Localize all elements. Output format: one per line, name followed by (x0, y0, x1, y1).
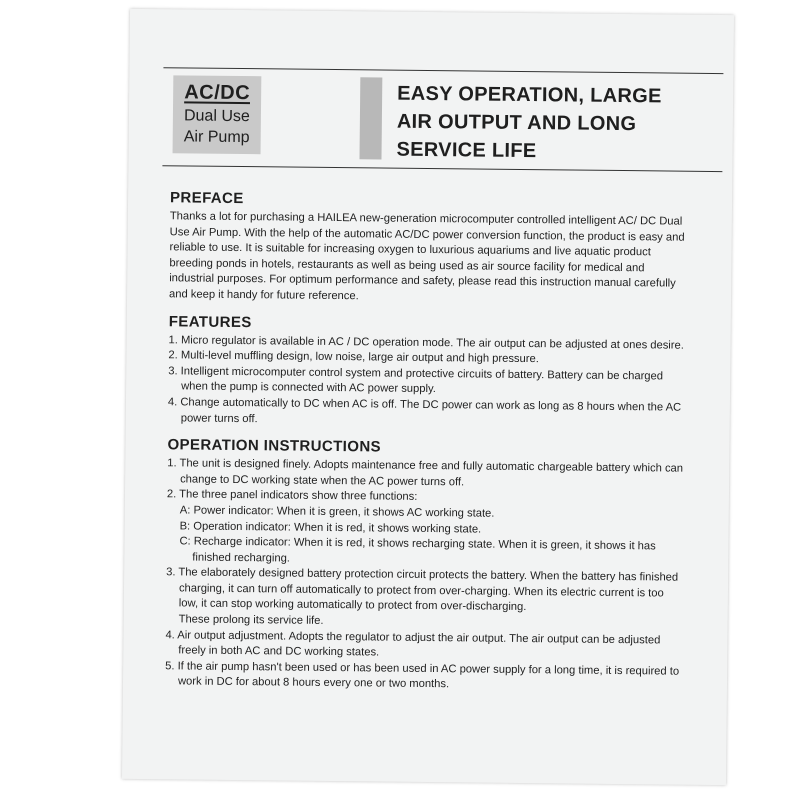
indicator-a: A: Power indicator: When it is green, it shows AC working state. (179, 504, 495, 520)
top-rule (163, 67, 723, 74)
operation-heading: OPERATION INSTRUCTIONS (167, 436, 382, 456)
indicator-b: B: Operation indicator: When it is red, it shows working state. (179, 519, 482, 536)
operation-item-4: 4. Air output adjustment. Adopts the regulator to adjust the air output. The air output can be adjusted freely in both AC and DC working states. (165, 628, 661, 659)
headline-line-1: EASY OPERATION, LARGE (397, 82, 662, 108)
logo-title: AC/DC (184, 81, 251, 105)
logo-line-1: Dual Use (183, 107, 250, 126)
preface-section (169, 189, 690, 308)
indicator-c: C: Recharge indicator: When it is red, it shows recharging state. When it is green, it shows it has finished recharging. (179, 535, 656, 565)
feature-item: 3. Intelligent microcomputer control system and protective circuits of battery. Battery can be charged when the pump is connected with AC power supply. (168, 365, 664, 396)
features-heading: FEATURES (168, 312, 252, 331)
feature-item: 4. Change automatically to DC when AC is off. The DC power can work as long as 8 hours when the AC power turns off. (167, 396, 682, 425)
operation-item-2: 2. The three panel indicators show three functions: (166, 488, 418, 504)
header-bottom-rule (162, 165, 722, 172)
operation-item-5: 5. If the air pump hasn't been used or has been used in AC power supply for a long time, it is required to work in DC for about 8 hours every one or two months. (165, 660, 680, 691)
title-accent-bar (359, 77, 382, 159)
operation-item-3-continued: These prolong its service life. (178, 613, 324, 627)
product-logo-box (173, 75, 262, 154)
operation-item-1: 1. The unit is designed finely. Adopts maintenance free and fully automatic chargeable battery which can change to DC working state when the AC power turns off. (167, 457, 684, 489)
page-title (396, 80, 727, 167)
feature-item: 1. Micro regulator is available in AC / DC operation mode. The air output can be adjusted at ones desire. (168, 333, 684, 352)
feature-item: 2. Multi-level muffling design, low noise, large air output and high pressure. (168, 349, 539, 366)
operation-section (165, 436, 688, 695)
body-content (165, 189, 690, 705)
instruction-sheet (122, 9, 734, 785)
logo-line-2: Air Pump (183, 128, 250, 147)
headline-line-3: SERVICE LIFE (396, 138, 537, 163)
headline-line-2: AIR OUTPUT AND LONG (396, 110, 637, 136)
features-section (168, 313, 689, 432)
preface-heading: PREFACE (169, 189, 244, 208)
operation-item-3: 3. The elaborately designed battery protection circuit protects the battery. When the battery has finished charging, it can turn off automatically to protect from over-charging. When its electric current is too low, it can stop working automatically to protect from over-discharging. (166, 566, 679, 614)
preface-text: Thanks a lot for purchasing a HAILEA new-generation microcomputer controlled intelligent AC/ DC Dual Use Air Pump. With the help of the automatic AC/DC power conversion function, the product is easy and reliable to use. It is suitable for increasing oxygen to luxurious aquariums and live aquatic product breeding ponds in hotels, restaurants as well as being used as air source facility for medical and industrial purposes. For optimum performance and safety, please read this instruction manual carefully and keep it handy for future reference. (168, 210, 685, 303)
